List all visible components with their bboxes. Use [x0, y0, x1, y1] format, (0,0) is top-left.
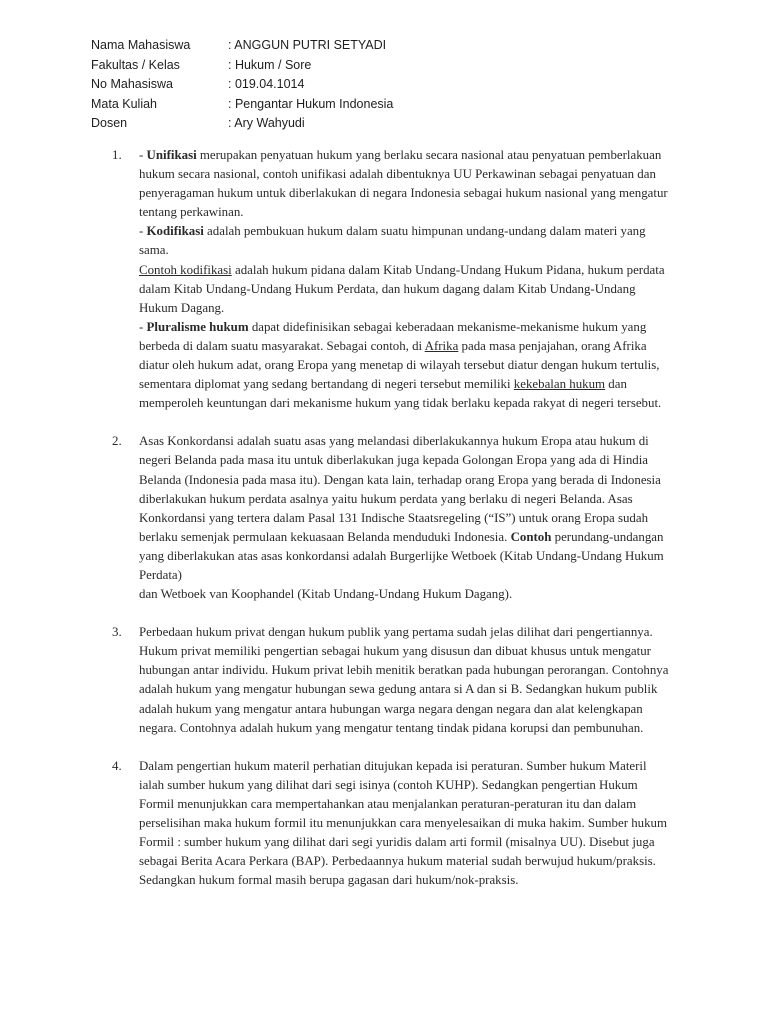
unifikasi-paragraph [139, 146, 672, 222]
kodifikasi-example-text: adalah hukum pidana dalam Kitab Undang-Undang Hukum Pidana, hukum perdata dalam Kitab Undang-Undang Hukum Perdata, dan hukum dagang dalam Kitab Undang-Undang Hukum Dagang. [139, 262, 665, 315]
kodifikasi-paragraph [139, 222, 672, 260]
answer-list [112, 146, 672, 909]
afrika-link[interactable]: Afrika [424, 338, 459, 353]
course-label: Mata Kuliah [91, 96, 158, 111]
lecturer-value: : Ary Wahyudi [228, 116, 305, 131]
contoh-kodifikasi-link[interactable]: Contoh kodifikasi [139, 262, 232, 277]
course-row [91, 95, 393, 115]
bullet-dash: - [139, 224, 147, 239]
konkordansi-paragraph [139, 432, 672, 585]
item-number: 3. [112, 625, 122, 640]
pluralisme-text-b: pada masa penjajahan, orang Afrika diatur oleh hukum adat, orang Eropa yang menetap di wilayah tersebut diatur dengan hukum tertulis, sementara diplomat yang sedang bertandang di negeri tersebut memiliki [139, 338, 660, 392]
item-number: 1. [112, 148, 122, 162]
faculty-value: : Hukum / Sore [228, 57, 312, 72]
answer-item-2 [112, 432, 672, 604]
answer-item-1 [112, 146, 672, 413]
item-number: 2. [112, 434, 122, 449]
student-name-row [91, 36, 393, 56]
item-body [139, 757, 672, 891]
pluralisme-paragraph [139, 318, 672, 413]
privat-publik-paragraph: Perbedaan hukum privat dengan hukum publik yang pertama sudah jelas dilihat dari pengertiannya. Hukum privat memiliki pengertian sebagai hukum yang disusun dan dibuat khusus untuk mengatur hubungan antar individu. Hukum privat lebih menitik beratkan pada hubungan perorangan. Contohnya adalah hukum yang mengatur hubungan sewa gedung antara si A dan si B. Sedangkan hukum publik adalah hukum yang mengatur antara hubungan warga negara dengan negara dan alat kelengkapan negara. Contohnya adalah hukum yang mengatur tentang tindak pidana korupsi dan pembunuhan. [139, 625, 669, 735]
materil-formil-paragraph: Dalam pengertian hukum materil perhatian ditujukan kepada isi peraturan. Sumber hukum Materil ialah sumber hukum yang dilihat dari segi isinya (contoh KUHP). Sedangkan pengertian Hukum Formil menunjukkan cara mempertahankan atau menjalankan peraturan-peraturan itu dan dalam perselisihan maka hukum formil itu menunjukkan cara menyelesaikan di muka hakim. Sumber hukum Formil : sumber hukum yang dilihat dari segi yuridis dalam arti formil (misalnya UU). Disebut juga sebagai Berita Acara Perkara (BAP). Perbedaannya hukum material sudah berwujud hukum/praksis. Sedangkan hukum formal masih berupa gagasan dari hukum/nok-praksis. [139, 758, 668, 888]
item-body [139, 623, 672, 738]
kekebalan-hukum-link[interactable]: kekebalan hukum [513, 377, 606, 392]
student-info-header [91, 36, 393, 134]
item-body [139, 432, 672, 604]
pluralisme-text-c: dan memperoleh keuntungan dari mekanisme hukum yang tidak berlaku kepada rakyat di negeri tersebut. [139, 377, 662, 411]
pluralisme-text-a: dapat didefinisikan sebagai keberadaan mekanisme-mekanisme hukum yang berbeda di dalam suatu masyarakat. Sebagai contoh, di [139, 319, 647, 353]
konkordansi-line-c: dan Wetboek van Koophandel (Kitab Undang-Undang Hukum Dagang). [139, 587, 513, 602]
faculty-label: Fakultas / Kelas [91, 57, 180, 72]
name-value: : ANGGUN PUTRI SETYADI [228, 38, 387, 52]
lecturer-label: Dosen [91, 116, 128, 131]
course-value: : Pengantar Hukum Indonesia [228, 96, 394, 111]
konkordansi-text-b: perundang-undangan yang diberlakukan atas asas konkordansi adalah Burgerlijke Wetboek (Kitab Undang-Undang Hukum Perdata) [139, 529, 664, 582]
answer-item-4 [112, 757, 672, 891]
unifikasi-text: merupakan penyatuan hukum yang berlaku secara nasional atau penyatuan pemberlakuan hukum secara nasional, contoh unifikasi adalah dibentuknya UU Perkawinan sebagai penyatuan dan penyeragaman hukum untuk diberlakukan di negara Indonesia sebagai hukum nasional yang mengatur tentang perkawinan. [139, 148, 668, 220]
kodifikasi-term: Kodifikasi [146, 224, 204, 239]
item-body [139, 146, 672, 413]
faculty-row [91, 56, 393, 76]
item-number: 4. [112, 758, 122, 773]
kodifikasi-example-paragraph [139, 261, 672, 318]
bullet-dash: - [139, 319, 147, 334]
answer-item-3 [112, 623, 672, 738]
kodifikasi-text: adalah pembukuan hukum dalam suatu himpunan undang-undang dalam materi yang sama. [139, 224, 646, 258]
name-label: Nama Mahasiswa [91, 38, 191, 52]
contoh-term: Contoh [510, 529, 552, 544]
bullet-dash: - [139, 148, 147, 162]
student-number-row [91, 75, 393, 95]
student-number-label: No Mahasiswa [91, 77, 173, 92]
konkordansi-text-a: Asas Konkordansi adalah suatu asas yang melandasi diberlakukannya hukum Eropa atau hukum di negeri Belanda pada masa itu untuk diberlakukan juga kepada Golongan Eropa yang ada di Hindia Belanda (Indonesia pada masa itu). Dengan kata lain, terhadap orang Eropa yang berada di Indonesia diberlakukan hukum perdata asalnya yaitu hukum perdata yang berlaku di negeri Belanda. Asas Konkordansi yang tertera dalam Pasal 131 Indische Staatsregeling (“IS”) untuk orang Eropa sudah berlaku semenjak permulaan kekuasaan Belanda menduduki Indonesia. [139, 434, 661, 544]
lecturer-row [91, 114, 393, 134]
student-number-value: : 019.04.1014 [228, 77, 305, 92]
unifikasi-term: Unifikasi [146, 148, 197, 162]
pluralisme-term: Pluralisme hukum [146, 319, 249, 334]
